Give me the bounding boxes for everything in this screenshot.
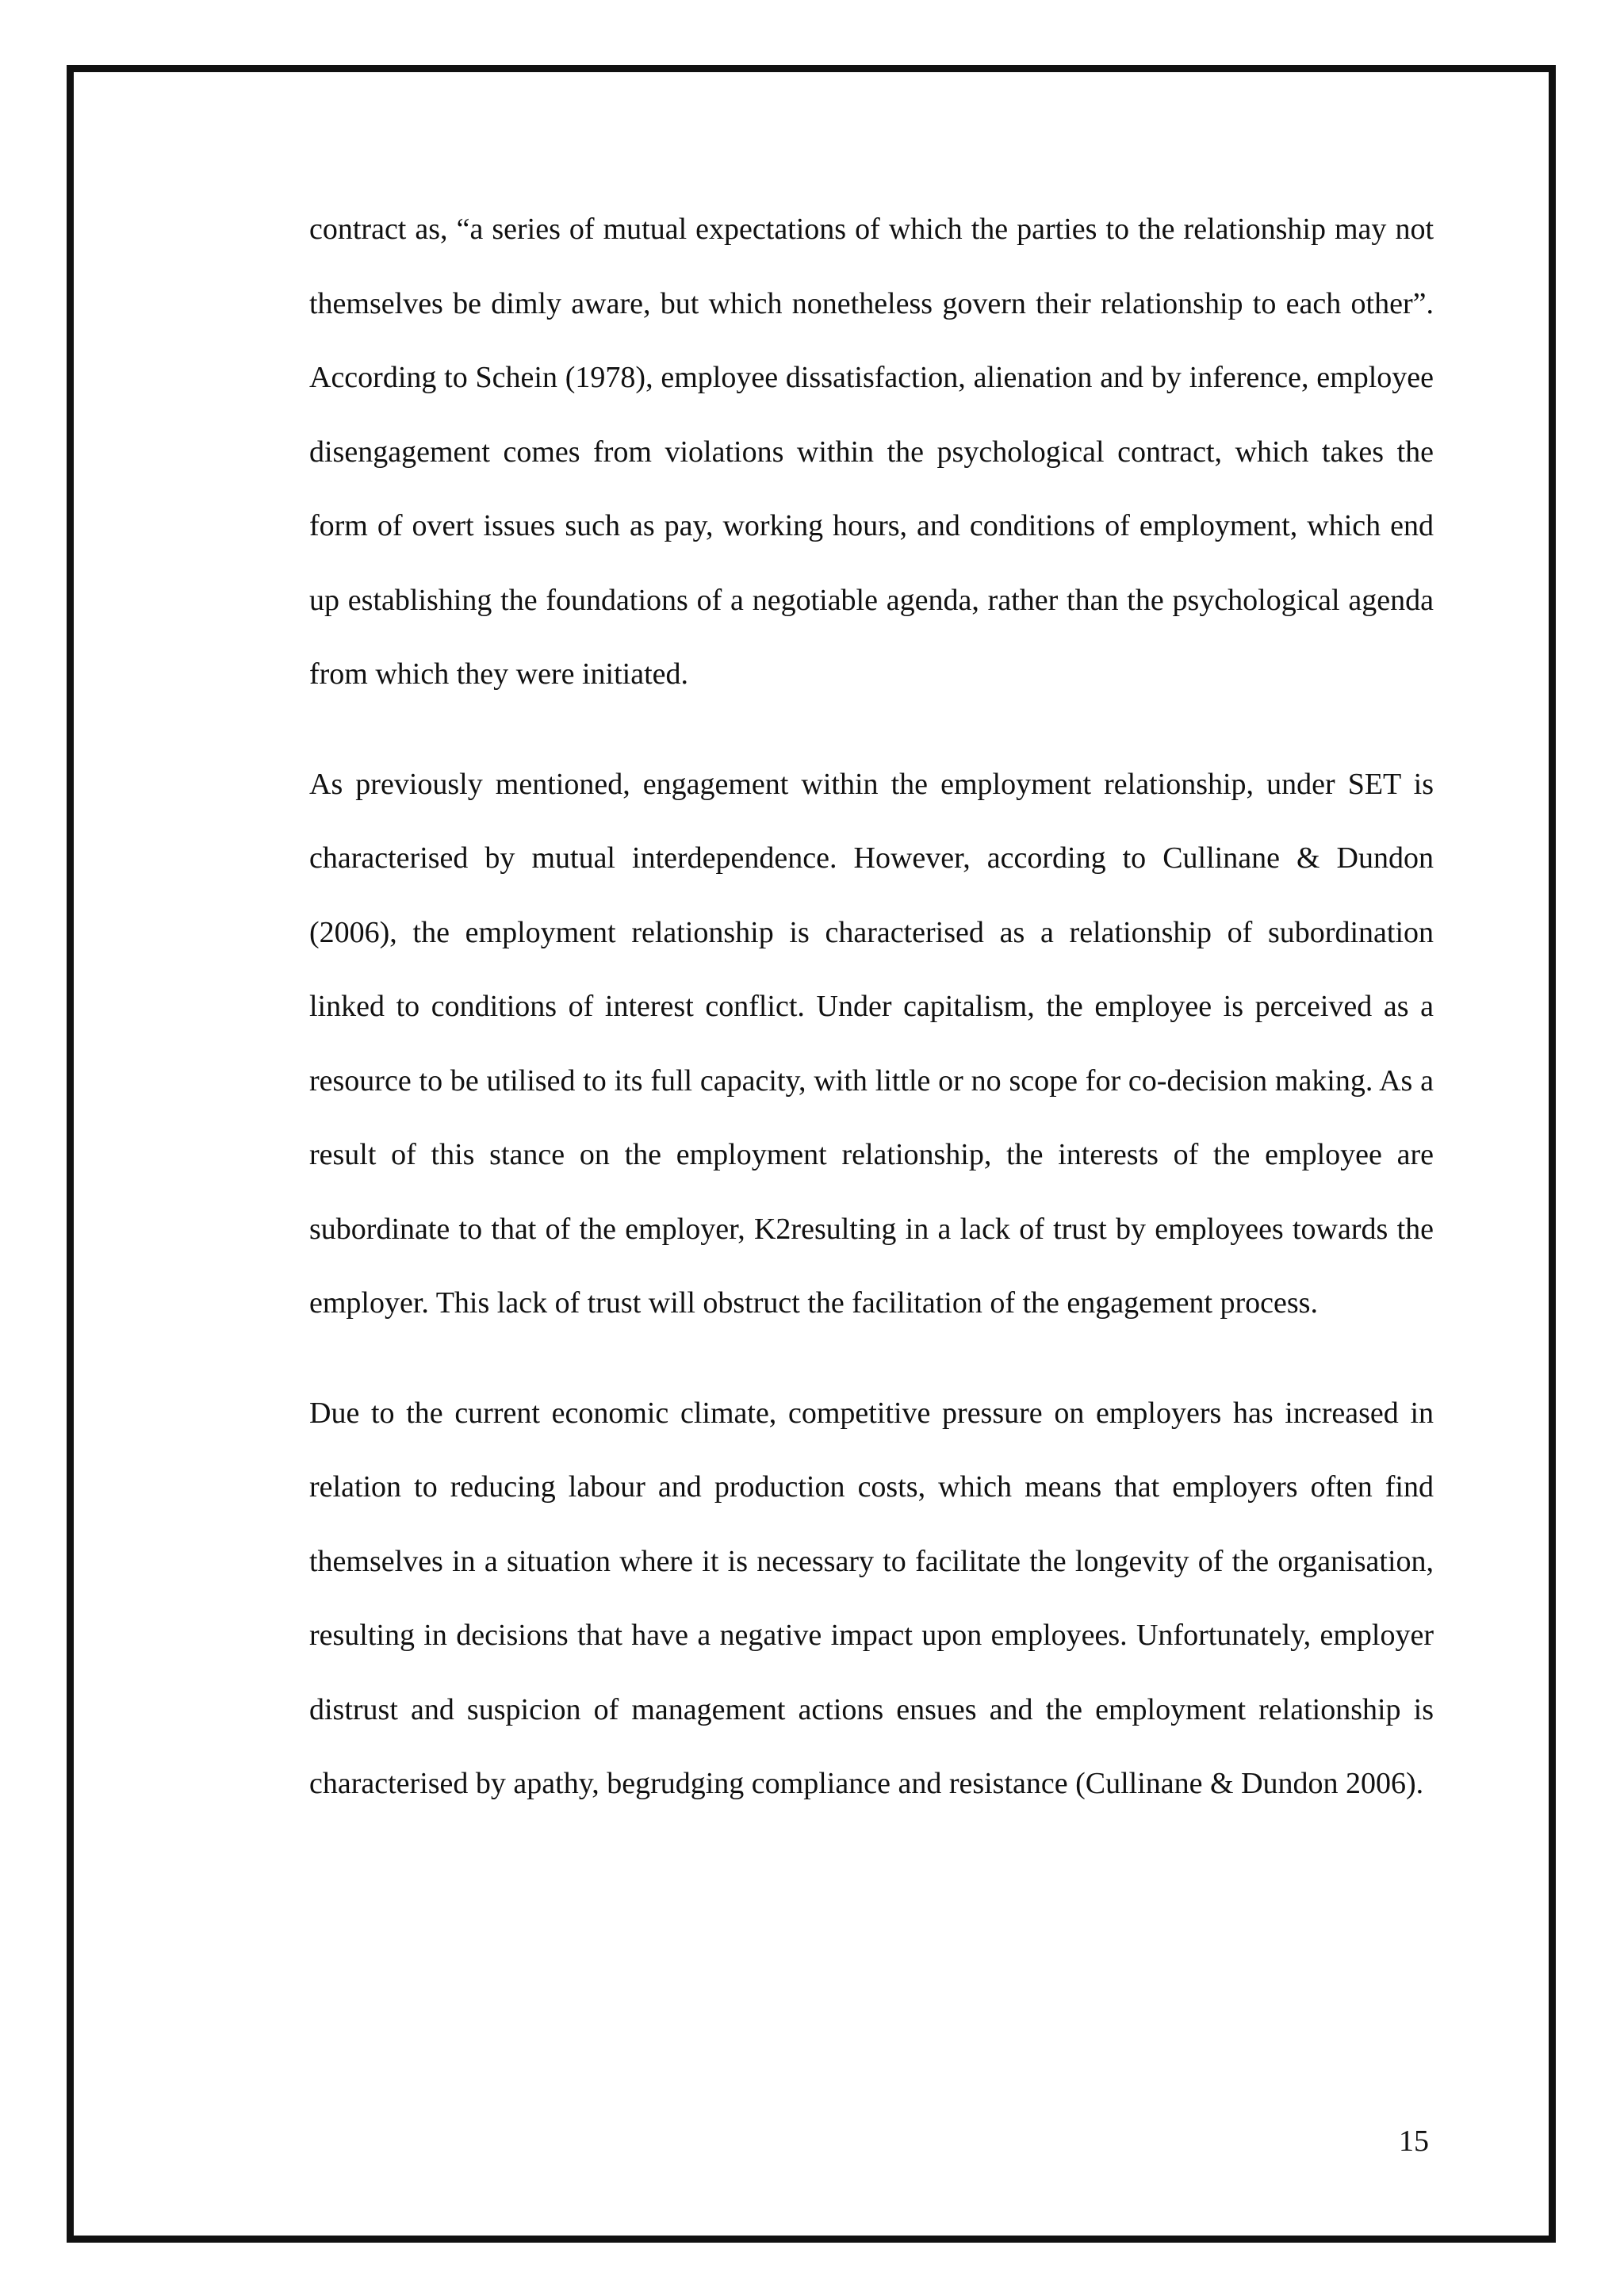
paragraph-employment-relationship: As previously mentioned, engagement within the employment relationship, under SET is characterised by mutual interdependence. However, according to Cullinane & Dundon (2006), the employment relationship is characterised as a relationship of subordination linked to conditions of interest conflict. Under capitalism, the employee is perceived as a resource to be utilised to its full capacity, with little or no scope for co-decision making. As a result of this stance on the employment relationship, the interests of the employee are subordinate to that of the employer, K2resulting in a lack of trust by employees towards the employer. This lack of trust will obstruct the facilitation of the engagement process.	[309, 767, 1434, 1320]
paragraph-economic-climate: Due to the current economic climate, competitive pressure on employers has increased in relation to reducing labour and production costs, which means that employers often find themselves in a situation where it is necessary to facilitate the longevity of the organisation, resulting in decisions that have a negative impact upon employees. Unfortunately, employer distrust and suspicion of management actions ensues and the employment relationship is characterised by apathy, begrudging compliance and resistance (Cullinane & Dundon 2006).	[309, 1396, 1434, 1800]
body-text	[309, 193, 1434, 1822]
page-number: 15	[1399, 2125, 1429, 2158]
paragraph-psychological-contract: contract as, “a series of mutual expectations of which the parties to the relationship may not themselves be dimly aware, but which nonetheless govern their relationship to each other”. According to Schein (1978), employee dissatisfaction, alienation and by inference, employee disengagement comes from violations within the psychological contract, which takes the form of overt issues such as pay, working hours, and conditions of employment, which end up establishing the foundations of a negotiable agenda, rather than the psychological agenda from which they were initiated.	[309, 213, 1434, 691]
